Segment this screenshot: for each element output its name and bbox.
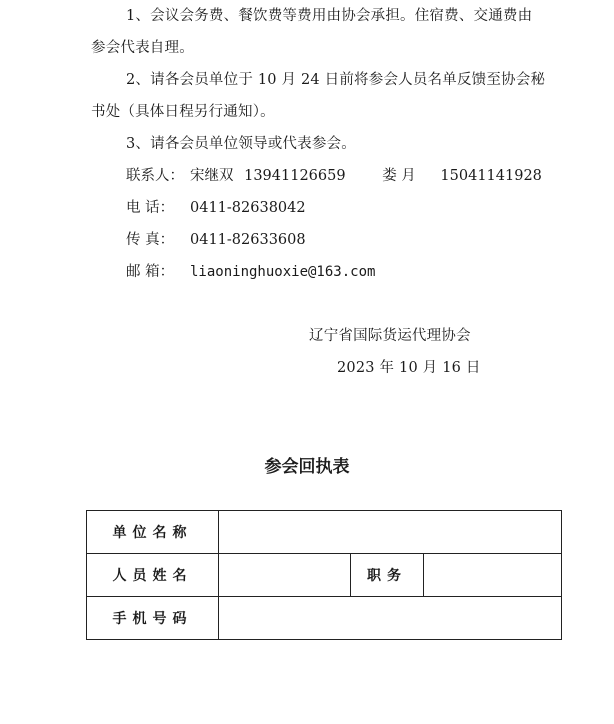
person-name-label: 人员姓名 [87,554,219,597]
fax-row [126,228,306,249]
mobile-field[interactable] [219,597,562,640]
person-name-field[interactable] [219,554,351,597]
signature-date: 2023 年 10 月 16 日 [337,360,481,376]
paragraph-2-line-2: 书处（具体日程另行通知）。 [91,104,275,120]
receipt-table [86,510,562,640]
telephone-value: 0411-82638042 [190,200,306,216]
contact-2-phone: 15041141928 [440,168,542,184]
paragraph-2-line-1: 2、请各会员单位于 10 月 24 日前将参会人员名单反馈至协会秘 [126,72,546,88]
position-label: 职务 [351,554,424,597]
position-field[interactable] [424,554,562,597]
paragraph-1-line-1: 1、会议会务费、餐饮费等费用由协会承担。住宿费、交通费由 [126,8,533,24]
email-label: 邮 箱： [126,264,175,280]
contact-1-phone: 13941126659 [244,168,346,184]
unit-name-field[interactable] [219,511,562,554]
fax-value: 0411-82633608 [190,232,306,248]
contact-person-label: 联系人： [126,168,184,184]
receipt-row-mobile [87,597,562,640]
contact-person-row [126,164,542,185]
telephone-row [126,196,306,217]
paragraph-1-line-2: 参会代表自理。 [91,40,194,56]
receipt-row-unit [87,511,562,554]
telephone-label: 电 话： [126,200,175,216]
fax-label: 传 真： [126,232,175,248]
contact-1-name: 宋继双 [190,168,234,184]
email-row [126,260,375,281]
paragraph-3: 3、请各会员单位领导或代表参会。 [126,136,356,152]
unit-name-label: 单位名称 [87,511,219,554]
receipt-title: 参会回执表 [264,457,350,477]
mobile-label: 手机号码 [87,597,219,640]
email-value[interactable]: liaoninghuoxie@163.com [190,264,376,280]
receipt-row-person [87,554,562,597]
signature-organization: 辽宁省国际货运代理协会 [309,328,471,344]
contact-2-name: 娄 月 [382,168,416,184]
